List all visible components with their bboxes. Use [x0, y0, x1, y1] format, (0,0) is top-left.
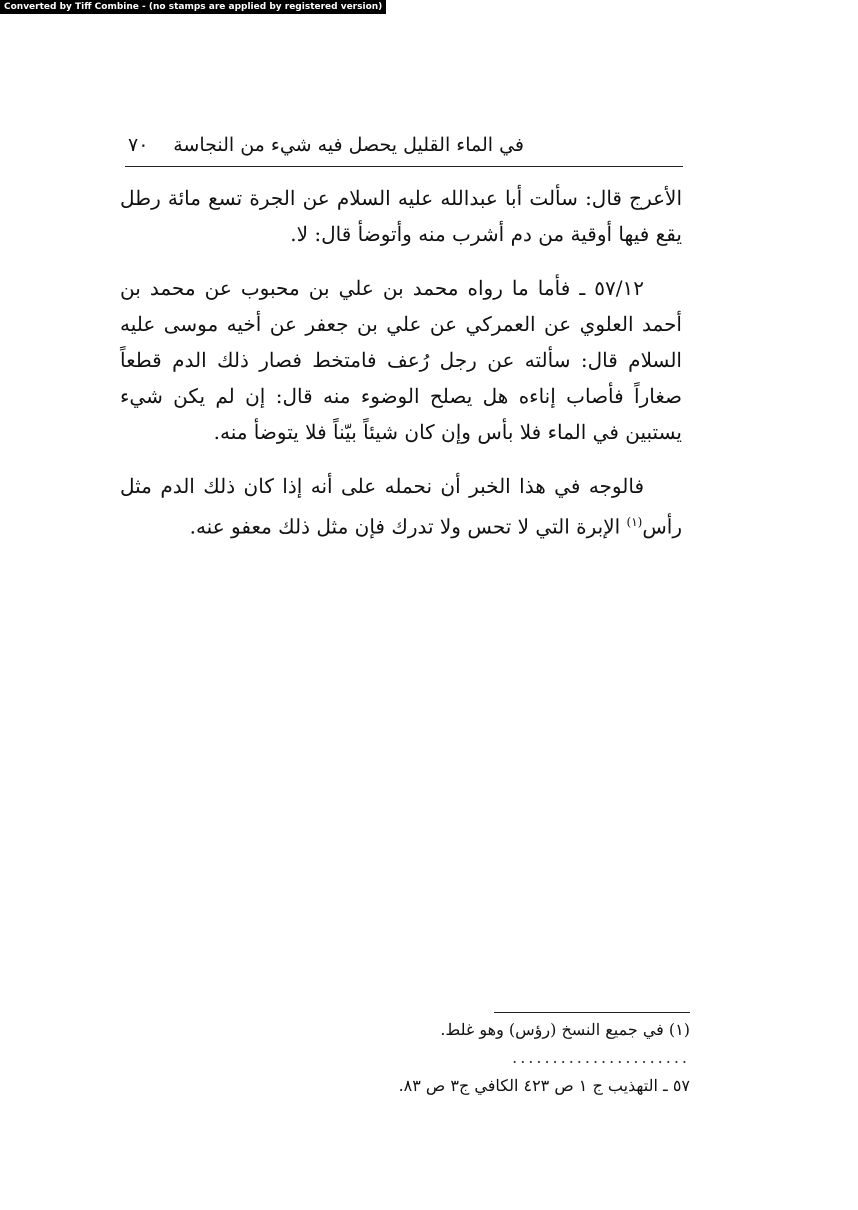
running-title: في الماء القليل يحصل فيه شيء من النجاسة [173, 134, 524, 156]
footnote-marker: (١) [626, 515, 643, 529]
page-header [128, 134, 682, 164]
converter-banner: Converted by Tiff Combine - (no stamps are applied by registered version) [0, 0, 386, 14]
footnote-1: (١) في جميع النسخ (رؤس) وهو غلط. [440, 1020, 690, 1039]
paragraph-3 [120, 468, 682, 545]
footnote-separator: ...................... [512, 1048, 690, 1067]
footnote-source: ٥٧ ـ التهذيب ج ١ ص ٤٢٣ الكافي ج٣ ص ٨٣. [398, 1076, 690, 1095]
paragraph-3-text-start: فالوجه في هذا الخبر أن نحمله على أنه إذا كان ذلك الدم مثل رأس [120, 474, 682, 539]
paragraph-2: ٥٧/١٢ ـ فأما ما رواه محمد بن علي بن محبوب عن محمد بن أحمد العلوي عن العمركي عن علي بن جعفر عن أخيه موسى عليه السلام قال: سألته عن رجل رُعف فامتخط فصار ذلك الدم قطعاً صغاراً فأصاب إناءه هل يصلح الوضوء منه قال: إن لم يكن شيء يستبين في الماء فلا بأس وإن كان شيئاً بيّناً فلا يتوضأ منه. [120, 276, 682, 444]
header-rule [125, 166, 683, 167]
main-text [120, 180, 682, 563]
paragraph-1: الأعرج قال: سألت أبا عبدالله عليه السلام عن الجرة تسع مائة رطل يقع فيها أوقية من دم أشرب منه وأتوضأ قال: لا. [120, 186, 682, 246]
page-number: ٧٠ [128, 134, 149, 156]
paragraph-3-text-end: الإبرة التي لا تحس ولا تدرك فإن مثل ذلك معفو عنه. [189, 514, 627, 539]
footnote-rule [494, 1012, 690, 1013]
footnotes [380, 1016, 690, 1100]
